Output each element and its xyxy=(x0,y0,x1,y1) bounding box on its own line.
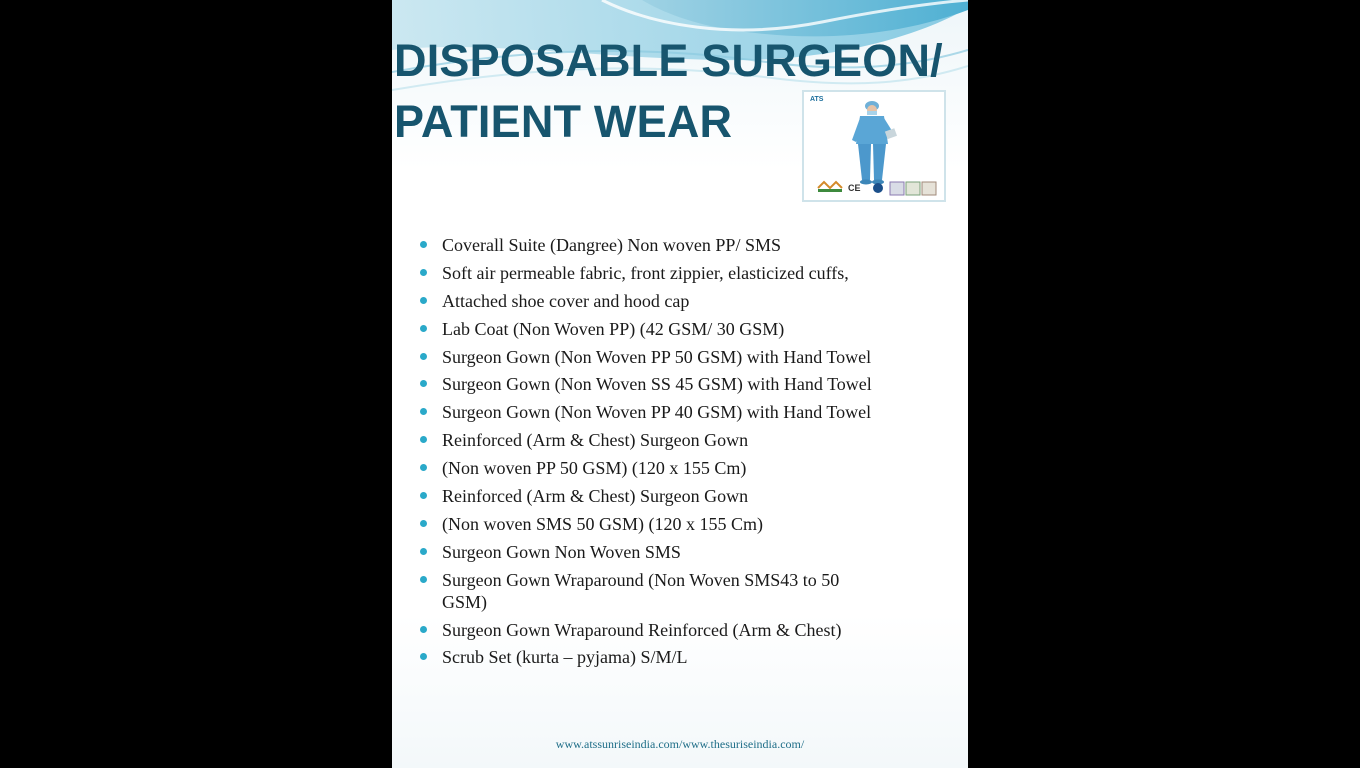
list-item-text: Attached shoe cover and hood cap xyxy=(442,290,690,311)
list-item xyxy=(418,401,938,423)
list-item xyxy=(418,262,938,284)
list-item-text: Scrub Set (kurta – pyjama) S/M/L xyxy=(442,647,688,668)
title-line-2: PATIENT WEAR xyxy=(394,96,733,147)
bullet-icon xyxy=(420,241,427,248)
list-item xyxy=(418,373,938,395)
slide xyxy=(392,0,968,768)
list-item xyxy=(418,485,938,507)
ce-mark: CE xyxy=(848,183,861,193)
title-line-1: DISPOSABLE SURGEON/ xyxy=(394,35,943,86)
list-item-text: Surgeon Gown Wraparound (Non Woven SMS43 to 50 GSM) xyxy=(442,569,840,612)
list-item xyxy=(418,318,938,340)
list-item-text: Surgeon Gown Non Woven SMS xyxy=(442,541,681,562)
list-item xyxy=(418,569,882,613)
list-item-text: Surgeon Gown Wraparound Reinforced (Arm & Chest) xyxy=(442,619,842,640)
bullet-icon xyxy=(420,325,427,332)
list-item xyxy=(418,234,938,256)
list-item-text: (Non woven PP 50 GSM) (120 x 155 Cm) xyxy=(442,458,747,479)
list-item xyxy=(418,457,938,479)
bullet-icon xyxy=(420,380,427,387)
ats-logo: ATS xyxy=(810,96,824,103)
bullet-icon xyxy=(420,353,427,360)
bullet-icon xyxy=(420,297,427,304)
list-item-text: (Non woven SMS 50 GSM) (120 x 155 Cm) xyxy=(442,513,764,534)
list-item-text: Coverall Suite (Dangree) Non woven PP/ SMS xyxy=(442,235,781,255)
product-bullet-list xyxy=(418,234,938,674)
list-item xyxy=(418,646,938,668)
bullet-icon xyxy=(420,492,427,499)
list-item-text: Surgeon Gown (Non Woven PP 40 GSM) with Hand Towel xyxy=(442,402,872,423)
list-item-text: Lab Coat (Non Woven PP) (42 GSM/ 30 GSM) xyxy=(442,318,785,339)
product-photo xyxy=(802,90,946,202)
list-item-text: Reinforced (Arm & Chest) Surgeon Gown xyxy=(442,430,749,451)
bullet-icon xyxy=(420,464,427,471)
list-item-text: Reinforced (Arm & Chest) Surgeon Gown xyxy=(442,486,749,507)
bullet-icon xyxy=(420,653,427,660)
list-item xyxy=(418,346,938,368)
bullet-icon xyxy=(420,520,427,527)
list-item-text: Soft air permeable fabric, front zippier, elasticized cuffs, xyxy=(442,262,849,283)
list-item-text: Surgeon Gown (Non Woven SS 45 GSM) with Hand Towel xyxy=(442,374,872,395)
bullet-icon xyxy=(420,408,427,415)
list-item xyxy=(418,619,938,641)
bullet-icon xyxy=(420,576,427,583)
surgeon-figure-icon xyxy=(804,92,944,200)
bullet-icon xyxy=(420,436,427,443)
bullet-icon xyxy=(420,548,427,555)
bullet-icon xyxy=(420,269,427,276)
list-item xyxy=(418,513,938,535)
list-item xyxy=(418,429,938,451)
list-item xyxy=(418,541,938,563)
list-item-text: Surgeon Gown (Non Woven PP 50 GSM) with Hand Towel xyxy=(442,346,872,367)
bullet-icon xyxy=(420,626,427,633)
list-item xyxy=(418,290,938,312)
footer-website: www.atssunriseindia.com/www.thesuriseindia.com/ xyxy=(555,737,805,751)
